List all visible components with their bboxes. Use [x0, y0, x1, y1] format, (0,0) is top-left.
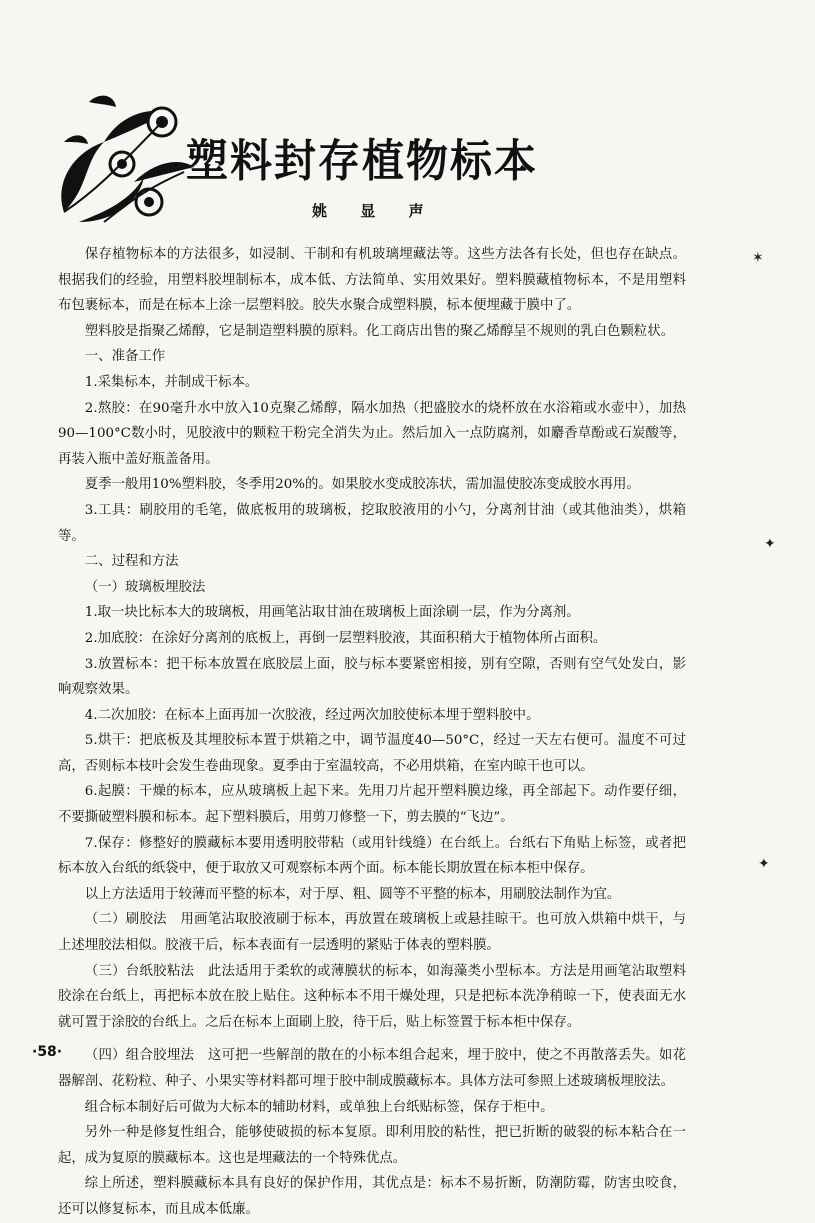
paragraph: （四）组合胶埋法 这可把一些解剖的散在的小标本组合起来，埋于胶中，使之不再散落丢失。如花器解剖、花粉粒、种子、小果实等材料都可埋于胶中制成膜藏标本。具体方法可参照上述玻璃板埋胶法。 [58, 1048, 686, 1089]
paragraph: 2.熬胶：在90毫升水中放入10克聚乙烯醇，隔水加热（把盛胶水的烧杯放在水浴箱或水壶中），加热90—100°C数小时，见胶液中的颗粒干粉完全消失为止。然后加入一点防腐剂，如麝香草酚或石炭酸等，再装入瓶中盖好瓶盖备用。 [58, 400, 686, 467]
margin-mark-icon: ✶ [752, 250, 764, 266]
paragraph: 7.保存：修整好的膜藏标本要用透明胶带粘（或用针线缝）在台纸上。台纸右下角贴上标签，或者把标本放入台纸的纸袋中，便于取放又可观察标本两个面。标本能长期放置在标本柜中保存。 [58, 835, 686, 877]
paragraph: 3.工具：刷胶用的毛笔，做底板用的玻璃板，挖取胶液用的小勺，分离剂甘油（或其他油类），烘箱等。 [58, 502, 686, 544]
subsection-heading: （一）玻璃板埋胶法 [84, 579, 206, 595]
floral-ornament-icon [44, 82, 204, 232]
margin-mark-icon: ✦ [758, 856, 770, 872]
paragraph: 1.取一块比标本大的玻璃板，用画笔沾取甘油在玻璃板上面涂刷一层，作为分离剂。 [84, 605, 580, 621]
margin-mark-icon: ✦ [764, 536, 776, 552]
paragraph: 组合标本制好后可做为大标本的辅助材料，或单独上台纸贴标签，保存于柜中。 [84, 1099, 554, 1115]
article-title: 塑料封存植物标本 [186, 134, 539, 187]
paragraph: 3.放置标本：把干标本放置在底胶层上面，胶与标本要紧密相接，别有空隙，否则有空气处发白，影响观察效果。 [58, 656, 686, 698]
section-heading: 一、准备工作 [84, 349, 166, 365]
page-number: ·58· [32, 1044, 63, 1060]
article-body [58, 242, 686, 1223]
paragraph: （二）刷胶法 用画笔沾取胶液刷于标本，再放置在玻璃板上或悬挂晾干。也可放入烘箱中烘干，与上述埋胶法相似。胶液干后，标本表面有一层透明的紧贴于体表的塑料膜。 [58, 912, 686, 954]
paragraph: 夏季一般用10%塑料胶，冬季用20%的。如果胶水变成胶冻状，需加温使胶冻变成胶水再用。 [84, 477, 640, 493]
paragraph: 以上方法适用于较薄而平整的标本，对于厚、粗、圆等不平整的标本，用刷胶法制作为宜。 [84, 886, 621, 902]
paragraph: 保存植物标本的方法很多，如浸制、干制和有机玻璃埋藏法等。这些方法各有长处，但也存在缺点。根据我们的经验，用塑料胶埋制标本，成本低、方法简单、实用效果好。塑料膜藏植物标本，不是用塑料布包裹标本，而是在标本上涂一层塑料胶。胶失水聚合成塑料膜，标本便埋藏于膜中了。 [58, 247, 686, 314]
paragraph: 塑料胶是指聚乙烯醇，它是制造塑料膜的原料。化工商店出售的聚乙烯醇呈不规则的乳白色颗粒状。 [84, 323, 674, 339]
paragraph: 6.起膜：干燥的标本，应从玻璃板上起下来。先用刀片起开塑料膜边缘，再全部起下。动作要仔细，不要撕破塑料膜和标本。起下塑料膜后，用剪刀修整一下，剪去膜的“飞边”。 [58, 784, 686, 826]
paragraph: 4.二次加胶：在标本上面再加一次胶液，经过两次加胶使标本埋于塑料胶中。 [84, 707, 540, 723]
paragraph: 1.采集标本，并制成干标本。 [84, 374, 259, 390]
section-heading: 二、过程和方法 [84, 554, 179, 570]
author-name: 姚 显 声 [312, 202, 438, 220]
paragraph: 综上所述，塑料膜藏标本具有良好的保护作用，其优点是：标本不易折断，防潮防霉，防害虫咬食，还可以修复标本，而且成本低廉。 [58, 1176, 686, 1217]
paragraph: 2.加底胶：在涂好分离剂的底板上，再倒一层塑料胶液，其面积稍大于植物体所占面积。 [84, 630, 607, 646]
paragraph: 5.烘干：把底板及其埋胶标本置于烘箱之中，调节温度40—50°C，经过一天左右便可。温度不可过高，否则标本枝叶会发生卷曲现象。夏季由于室温较高，不必用烘箱，在室内晾干也可以。 [58, 733, 686, 774]
paragraph: （三）台纸胶粘法 此法适用于柔软的或薄膜状的标本，如海藻类小型标本。方法是用画笔沾取塑料胶涂在台纸上，再把标本放在胶上贴住。这种标本不用干燥处理，只是把标本洗净稍晾一下，使表面无水就可置于涂胶的台纸上。之后在标本上面刷上胶，待干后，贴上标签置于标本柜中保存。 [58, 963, 686, 1030]
paragraph: 另外一种是修复性组合，能够使破损的标本复原。即利用胶的粘性，把已折断的破裂的标本粘合在一起，成为复原的膜藏标本。这也是埋藏法的一个特殊优点。 [58, 1125, 686, 1166]
